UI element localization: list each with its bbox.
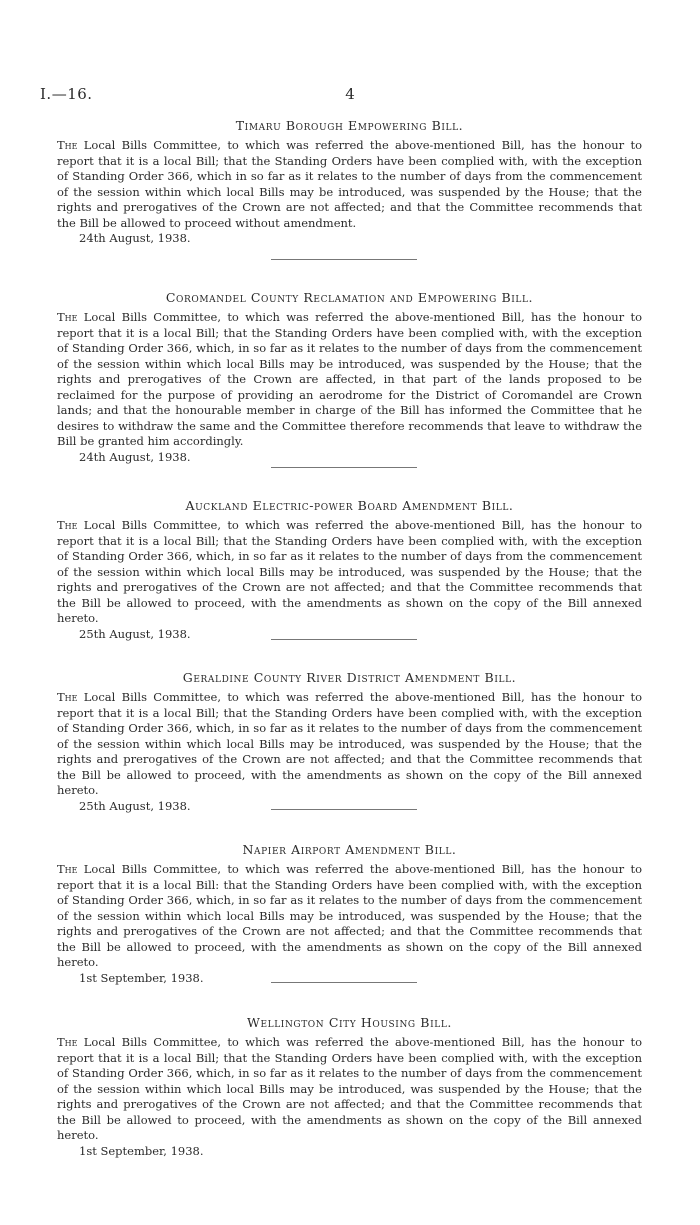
bill-report: [57, 690, 642, 799]
bill-report-lead: The: [57, 690, 78, 704]
bill-date: 1st September, 1938.: [79, 970, 204, 985]
bill-section: [57, 670, 642, 814]
bill-report: [57, 138, 642, 231]
bill-report: [57, 310, 642, 450]
section-divider: [271, 809, 417, 810]
bill-section: [57, 1015, 642, 1159]
section-divider: [271, 467, 417, 468]
paper-reference: I.—16.: [40, 85, 93, 103]
bill-report: [57, 518, 642, 627]
bill-report-lead: The: [57, 138, 78, 152]
bill-title: Wellington City Housing Bill.: [247, 1015, 452, 1030]
bill-section: [57, 498, 642, 642]
bill-title: Coromandel County Reclamation and Empowering Bill.: [165, 290, 534, 305]
bill-report-text: Local Bills Committee, to which was referred the above-mentioned Bill, has the honour to report that it is a local Bill; that the Standing Orders have been complied with, with the exception of Standing Order 366, which, in so far as it relates to the number of days from the commencement of the session within which local Bills may be introduced, was suspended by the House; that the rights and prerogatives of the Crown are not affected; and that the Committee recommends that the Bill be allowed to proceed, with the amendments as shown on the copy of the Bill annexed hereto.: [57, 518, 643, 625]
bill-title: Geraldine County River District Amendment Bill.: [182, 670, 517, 685]
bill-date: 24th August, 1938.: [79, 231, 191, 245]
bill-title: Timaru Borough Empowering Bill.: [235, 118, 464, 133]
bill-report-text: Local Bills Committee, to which was referred the above-mentioned Bill, has the honour to report that it is a local Bill; that the Standing Orders have been complied with, with the exception of Standing Order 366, which in so far as it relates to the number of days from the commencement of the session within which local Bills may be introduced, was suspended by the House; that the rights and prerogatives of the Crown are not affected; and that the Committee recommends that the Bill be allowed to proceed without amendment.: [57, 138, 643, 230]
section-divider: [271, 639, 417, 640]
section-divider: [271, 259, 417, 260]
bill-title: Auckland Electric-power Board Amendment Bill.: [185, 498, 514, 513]
bill-report-text: Local Bills Committee, to which was referred the above-mentioned Bill, has the honour to report that it is a local Bill; that the Standing Orders have been complied with, with the exception of Standing Order 366, which, in so far as it relates to the number of days from the commencement of the session within which local Bills may be introduced, was suspended by the House; that the rights and prerogatives of the Crown are affected, in that part of the lands proposed to be reclaimed for the purpose of providing an aerodrome for the District of Coromandel are Crown lands; and that the honourable member in charge of the Bill has informed the Committee that he desires to withdraw the same and the Committee therefore recommends that leave to withdraw the Bill be granted him accordingly.: [57, 310, 643, 448]
bill-report-lead: The: [57, 1035, 78, 1049]
bill-report-text: Local Bills Committee, to which was referred the above-mentioned Bill, has the honour to report that it is a local Bill; that the Standing Orders have been complied with, with the exception of Standing Order 366, which, in so far as it relates to the number of days from the commencement of the session within which local Bills may be introduced, was suspended by the House; that the rights and prerogatives of the Crown are not affected; and that the Committee recommends that the Bill be allowed to proceed, with the amendments as shown on the copy of the Bill annexed hereto.: [57, 690, 643, 797]
bill-report: [57, 1035, 642, 1144]
bill-title: Napier Airport Amendment Bill.: [242, 842, 457, 857]
bill-report: [57, 862, 642, 971]
bill-section: [57, 842, 642, 986]
bill-date: 25th August, 1938.: [79, 626, 191, 641]
bill-date: 25th August, 1938.: [79, 798, 191, 813]
page-number: 4: [345, 85, 355, 103]
bill-date: 1st September, 1938.: [79, 1143, 204, 1158]
bill-report-lead: The: [57, 862, 78, 876]
bill-report-lead: The: [57, 310, 78, 324]
bill-report-lead: The: [57, 518, 78, 532]
bill-date: 24th August, 1938.: [79, 449, 191, 464]
bill-report-text: Local Bills Committee, to which was referred the above-mentioned Bill, has the honour to report that it is a local Bill: that the Standing Orders have been complied with, with the exception of Standing Order 366, which, in so far as it relates to the number of days from the commencement of the session within which local Bills may be introduced, was suspended by the House; that the rights and prerogatives of the Crown are not affected; and that the Committee recommends that the Bill be allowed to proceed, with the amendments as shown on the copy of the Bill annexed hereto.: [57, 862, 643, 969]
bill-report-text: Local Bills Committee, to which was referred the above-mentioned Bill, has the honour to report that it is a local Bill; that the Standing Orders have been complied with, with the exception of Standing Order 366, which, in so far as it relates to the number of days from the commencement of the session within which local Bills may be introduced, was suspended by the House; that the rights and prerogatives of the Crown are not affected; and that the Committee recommends that the Bill be allowed to proceed, with the amendments as shown on the copy of the Bill annexed hereto.: [57, 1035, 643, 1142]
section-divider: [271, 982, 417, 983]
bill-section: [57, 290, 642, 465]
bill-section: [57, 118, 642, 246]
